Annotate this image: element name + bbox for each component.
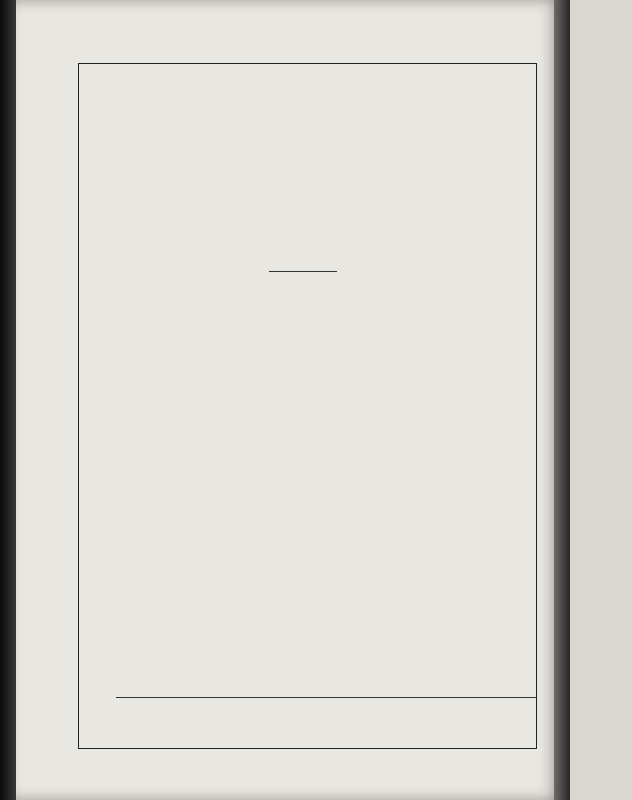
klasse8-boat <box>116 218 536 241</box>
section-divider <box>269 271 337 272</box>
table-row <box>116 241 536 264</box>
page-frame-border <box>78 63 537 749</box>
book-spine-left <box>0 0 16 800</box>
klasse8-block <box>116 218 536 264</box>
facing-page-fragment <box>570 0 632 800</box>
footnote-rule <box>116 697 536 698</box>
